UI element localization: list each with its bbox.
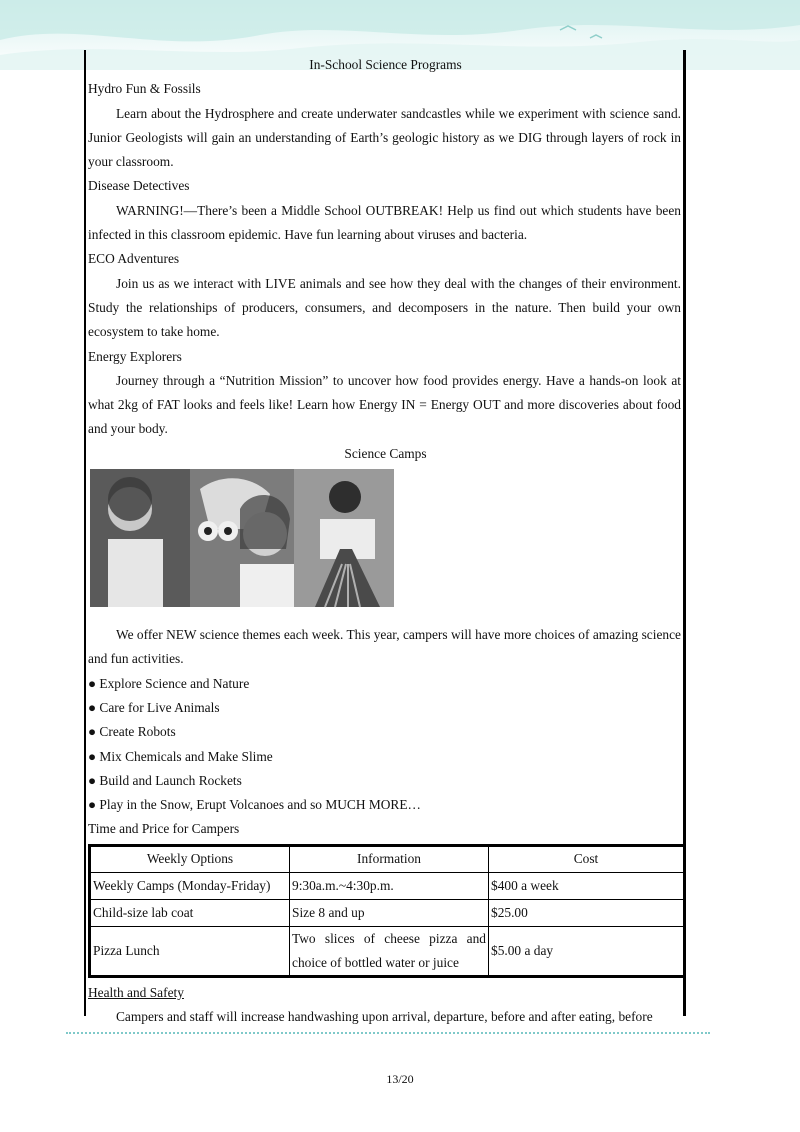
- table-row: [90, 899, 685, 926]
- list-item: ● Care for Live Animals: [88, 699, 220, 715]
- health-heading: Health and Safety: [88, 984, 184, 1000]
- page-number: 13/20: [386, 1072, 414, 1086]
- activities-list: [88, 672, 683, 818]
- program-description: Journey through a “Nutrition Mission” to uncover how food provides energy. Have a hands-on look at what 2kg of FAT looks and feels like! Learn how Energy IN = Energy OUT and more discoveries about food and your body.: [88, 372, 681, 437]
- table-header-row: [90, 845, 685, 872]
- table-cell: $5.00 a day: [489, 926, 685, 976]
- table-cell: $400 a week: [489, 872, 685, 899]
- table-cell: Weekly Camps (Monday-Friday): [90, 872, 290, 899]
- program-name: ECO Adventures: [88, 251, 180, 267]
- program-description: Learn about the Hydrosphere and create underwater sandcastles while we experiment with science sand. Junior Geologists will gain an understanding of Earth’s geologic history as we DIG through layers of rock in your classroom.: [88, 105, 681, 170]
- program-name: Hydro Fun & Fossils: [88, 81, 201, 97]
- list-item: ● Explore Science and Nature: [88, 675, 250, 691]
- camps-intro: We offer NEW science themes each week. This year, campers will have more choices of amazing science and fun activities.: [88, 627, 681, 667]
- table-row: [90, 926, 685, 976]
- table-header: Cost: [489, 845, 685, 872]
- list-item: ● Build and Launch Rockets: [88, 772, 242, 788]
- table-cell: Size 8 and up: [290, 899, 489, 926]
- document-title: In-School Science Programs: [309, 57, 462, 72]
- table-cell: Child-size lab coat: [90, 899, 290, 926]
- program-name: Energy Explorers: [88, 348, 182, 364]
- list-item: ● Create Robots: [88, 724, 176, 740]
- table-cell: 9:30a.m.~4:30p.m.: [290, 872, 489, 899]
- camps-title: Science Camps: [344, 445, 427, 461]
- table-row: [90, 872, 685, 899]
- program-description: Join us as we interact with LIVE animals and see how they deal with the changes of their environment. Study the relationships of producers, consumers, and decomposers in the nature. Then build your own ecosystem to take home.: [88, 275, 681, 340]
- health-text: Campers and staff will increase handwashing upon arrival, departure, before and after eating, before: [116, 1009, 653, 1025]
- table-header: Weekly Options: [90, 845, 290, 872]
- table-cell: $25.00: [489, 899, 685, 926]
- program-name: Disease Detectives: [88, 178, 190, 194]
- price-heading: Time and Price for Campers: [88, 821, 240, 837]
- program-description: WARNING!—There’s been a Middle School OUTBREAK! Help us find out which students have been infected in this classroom epidemic. Have fun learning about viruses and bacteria.: [88, 202, 681, 243]
- price-table: [88, 844, 686, 978]
- table-header: Information: [290, 845, 489, 872]
- table-cell: Pizza Lunch: [90, 926, 290, 976]
- list-item: ● Play in the Snow, Erupt Volcanoes and so MUCH MORE…: [88, 797, 421, 813]
- list-item: ● Mix Chemicals and Make Slime: [88, 748, 273, 764]
- table-cell: Two slices of cheese pizza and choice of bottled water or juice: [290, 926, 489, 976]
- campers-photo: [90, 469, 394, 607]
- page-content: [84, 50, 686, 1025]
- footer-divider: [66, 1032, 710, 1034]
